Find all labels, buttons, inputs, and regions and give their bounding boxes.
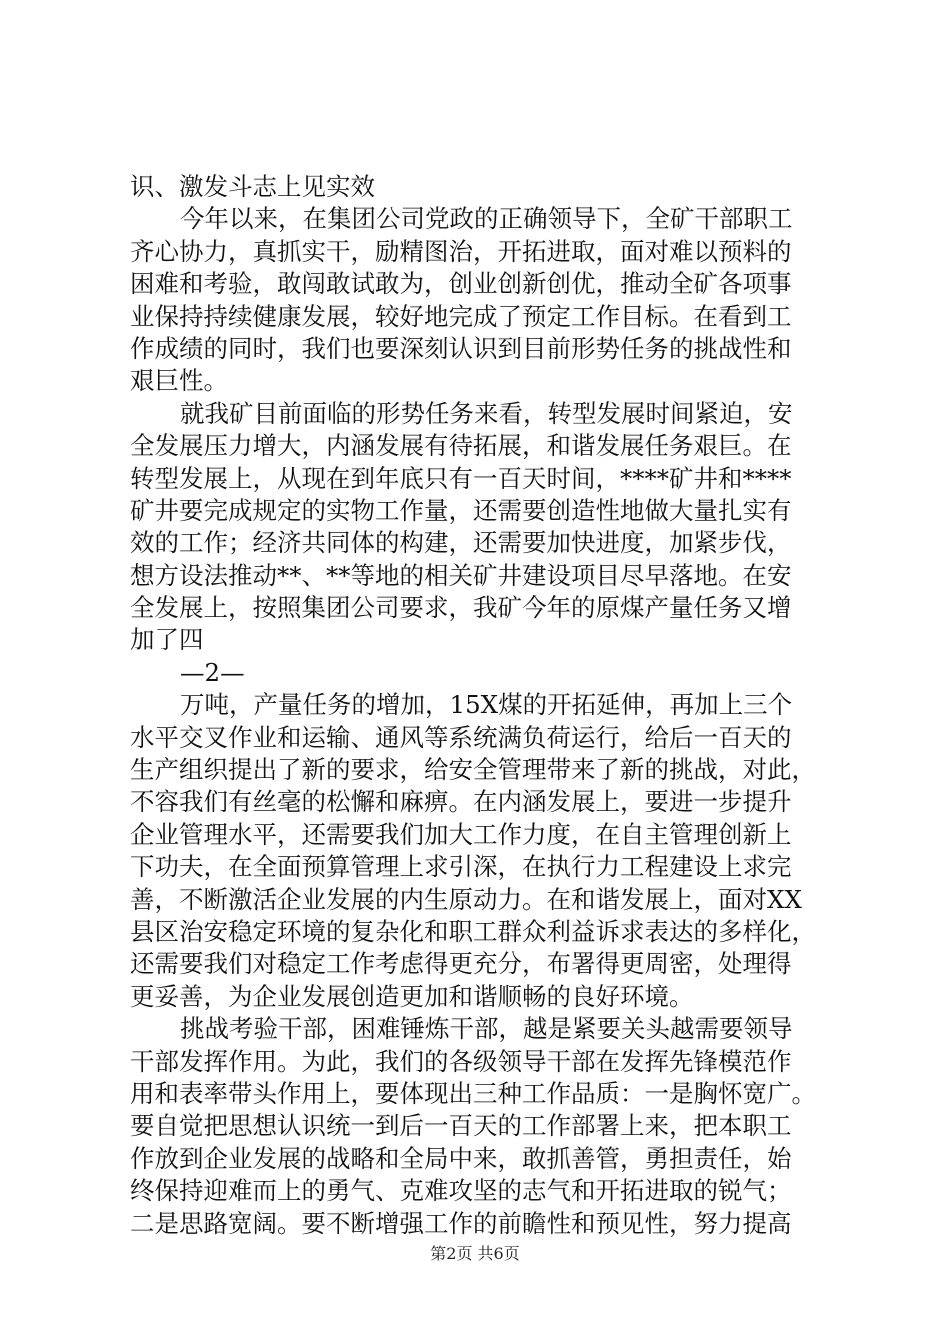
text-line: 企业管理水平，还需要我们加大工作力度，在自主管理创新上 [130, 819, 792, 849]
text-line: 县区治安稳定环境的复杂化和职工群众利益诉求表达的多样化， [130, 916, 816, 946]
text-line: 更妥善，为企业发展创造更加和谐顺畅的良好环境。 [130, 981, 694, 1011]
text-line: 干部发挥作用。为此，我们的各级领导干部在发挥先锋模范作 [130, 1046, 792, 1076]
text-line: 就我矿目前面临的形势任务来看，转型发展时间紧迫，安 [180, 398, 793, 428]
text-line: 善，不断激活企业发展的内生原动力。在和谐发展上，面对XX [130, 884, 802, 914]
text-line: 今年以来，在集团公司党政的正确领导下，全矿干部职工 [180, 204, 793, 234]
text-line: 想方设法推动**、**等地的相关矿井建设项目尽早落地。在安 [130, 560, 792, 590]
text-line: 万吨，产量任务的增加，15X煤的开拓延伸，再加上三个 [180, 690, 793, 720]
text-line: 还需要我们对稳定工作考虑得更充分，布署得更周密，处理得 [130, 949, 792, 979]
text-line: 全发展上，按照集团公司要求，我矿今年的原煤产量任务又增 [130, 593, 792, 623]
document-body [130, 171, 842, 1240]
text-line: 二是思路宽阔。要不断增强工作的前瞻性和预见性，努力提高 [130, 1208, 792, 1238]
text-line: 不容我们有丝毫的松懈和麻痹。在内涵发展上，要进一步提升 [130, 787, 792, 817]
text-line: 要自觉把思想认识统一到后一百天的工作部署上来，把本职工 [130, 1111, 792, 1141]
text-line: 业保持持续健康发展，较好地完成了预定工作目标。在看到工 [130, 301, 792, 331]
text-line: 识、激发斗志上见实效 [130, 172, 375, 201]
text-line: 作放到企业发展的战略和全局中来，敢抓善管，勇担责任，始 [130, 1143, 792, 1173]
text-line: 生产组织提出了新的要求，给安全管理带来了新的挑战，对此， [130, 755, 816, 785]
page-footer: 第2页 共6页 [430, 1244, 520, 1263]
text-line: 效的工作；经济共同体的构建，还需要加快进度，加紧步伐， [130, 528, 792, 558]
text-line: 水平交叉作业和运输、通风等系统满负荷运行，给后一百天的 [130, 722, 792, 752]
text-line: —2— [180, 657, 245, 687]
text-line: 终保持迎难而上的勇气、克难攻坚的志气和开拓进取的锐气； [130, 1176, 792, 1206]
text-line: 挑战考验干部，困难锤炼干部，越是紧要关头越需要领导 [180, 1014, 793, 1044]
text-line: 齐心协力，真抓实干，励精图治，开拓进取，面对难以预料的 [130, 236, 792, 266]
text-line: 用和表率带头作用上，要体现出三种工作品质：一是胸怀宽广。 [130, 1078, 816, 1108]
text-line: 转型发展上，从现在到年底只有一百天时间，****矿井和**** [130, 463, 792, 493]
text-line: 困难和考验，敢闯敢试敢为，创业创新创优，推动全矿各项事 [130, 269, 792, 299]
text-line: 全发展压力增大，内涵发展有待拓展，和谐发展任务艰巨。在 [130, 431, 792, 461]
text-line: 矿井要完成规定的实物工作量，还需要创造性地做大量扎实有 [130, 495, 792, 525]
text-line: 加了四 [130, 625, 204, 655]
text-line: 作成绩的同时，我们也要深刻认识到目前形势任务的挑战性和 [130, 333, 792, 363]
text-line: 艰巨性。 [130, 366, 228, 396]
text-line: 下功夫，在全面预算管理上求引深，在执行力工程建设上求完 [130, 852, 792, 882]
